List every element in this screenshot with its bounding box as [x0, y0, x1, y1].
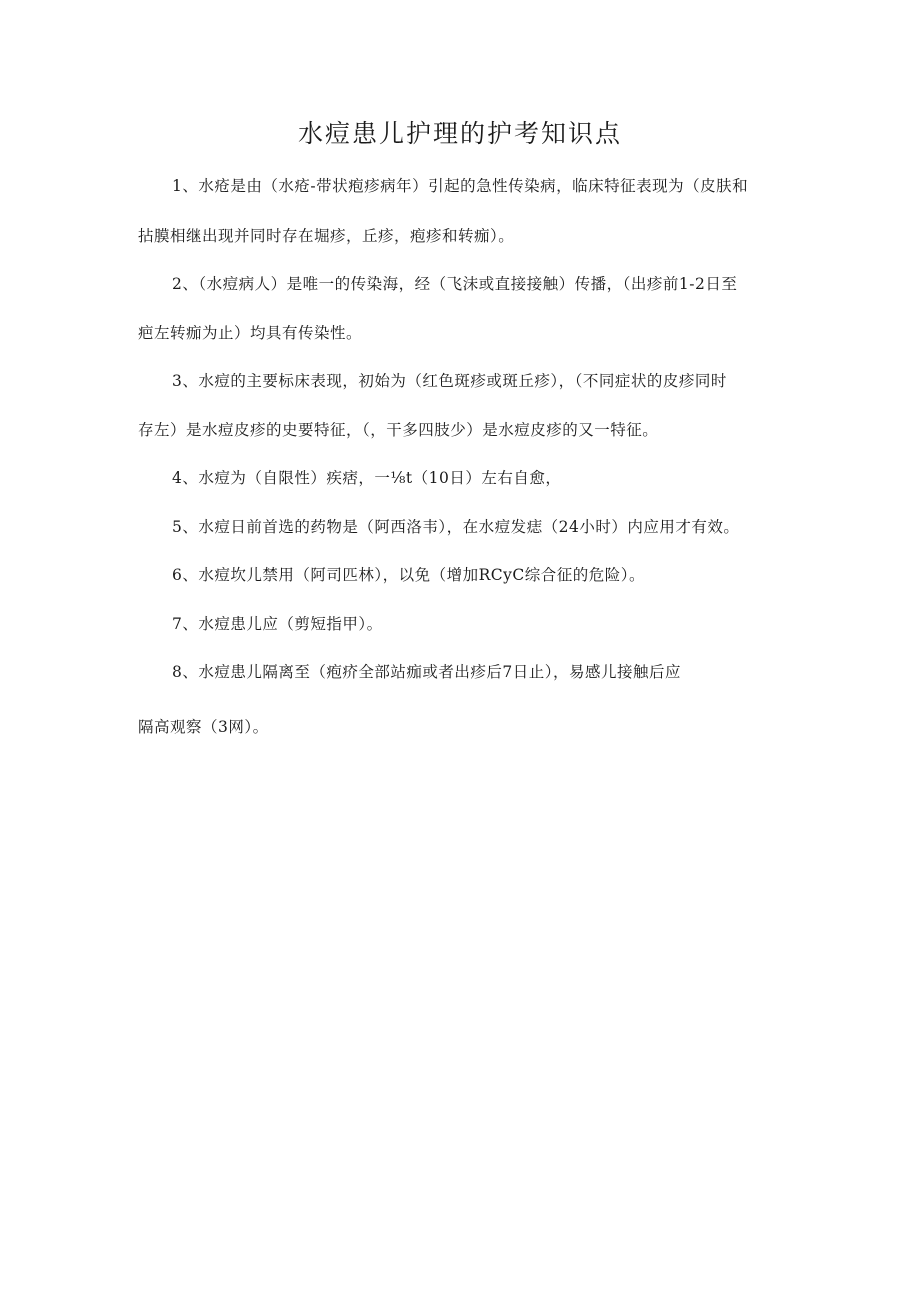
point-4-line: 4、水痘为（自限性）疾痞，一⅛t（10日）左右自愈，	[172, 469, 562, 487]
point-6-line: 6、水痘坎儿禁用（阿司匹林），以免（增加RCyC综合征的危险）。	[172, 566, 646, 584]
point-1-line-2: 拈膜相继出现并同时存在堀疹，丘疹，疱疹和转痂）。	[138, 227, 515, 245]
point-1-line-1: 1、水疮是由（水疮-带状疱疹病年）引起的急性传染病，临床特征表现为（皮肤和	[172, 177, 749, 195]
point-8-line-2: 隔高观察（3网）。	[138, 718, 269, 736]
point-2-line-1: 2、（水痘病人）是唯一的传染海，经（飞沫或直接接触）传播，（出疹前1-2日至	[172, 275, 738, 293]
document-title: 水痘患儿护理的护考知识点	[297, 119, 622, 148]
point-2-line-2: 疤左转痂为止）均具有传染性。	[138, 324, 363, 342]
point-5-line: 5、水痘日前首选的药物是（阿西洛韦），在水痘发痣（24小时）内应用才有效。	[172, 518, 740, 536]
point-7-line: 7、水痘患儿应（剪短指甲）。	[172, 615, 383, 633]
point-8-line-1: 8、水痘患儿隔离至（疱疥全部站痂或者出疹后7日止），易感儿接触后应	[172, 663, 681, 681]
point-3-line-2: 存左）是水痘皮疹的史要特征，（，干多四肢少）是水痘皮疹的又一特征。	[138, 421, 659, 439]
point-3-line-1: 3、水痘的主要标床表现，初始为（红色斑疹或斑丘疹），（不同症状的皮疹同时	[172, 372, 727, 390]
